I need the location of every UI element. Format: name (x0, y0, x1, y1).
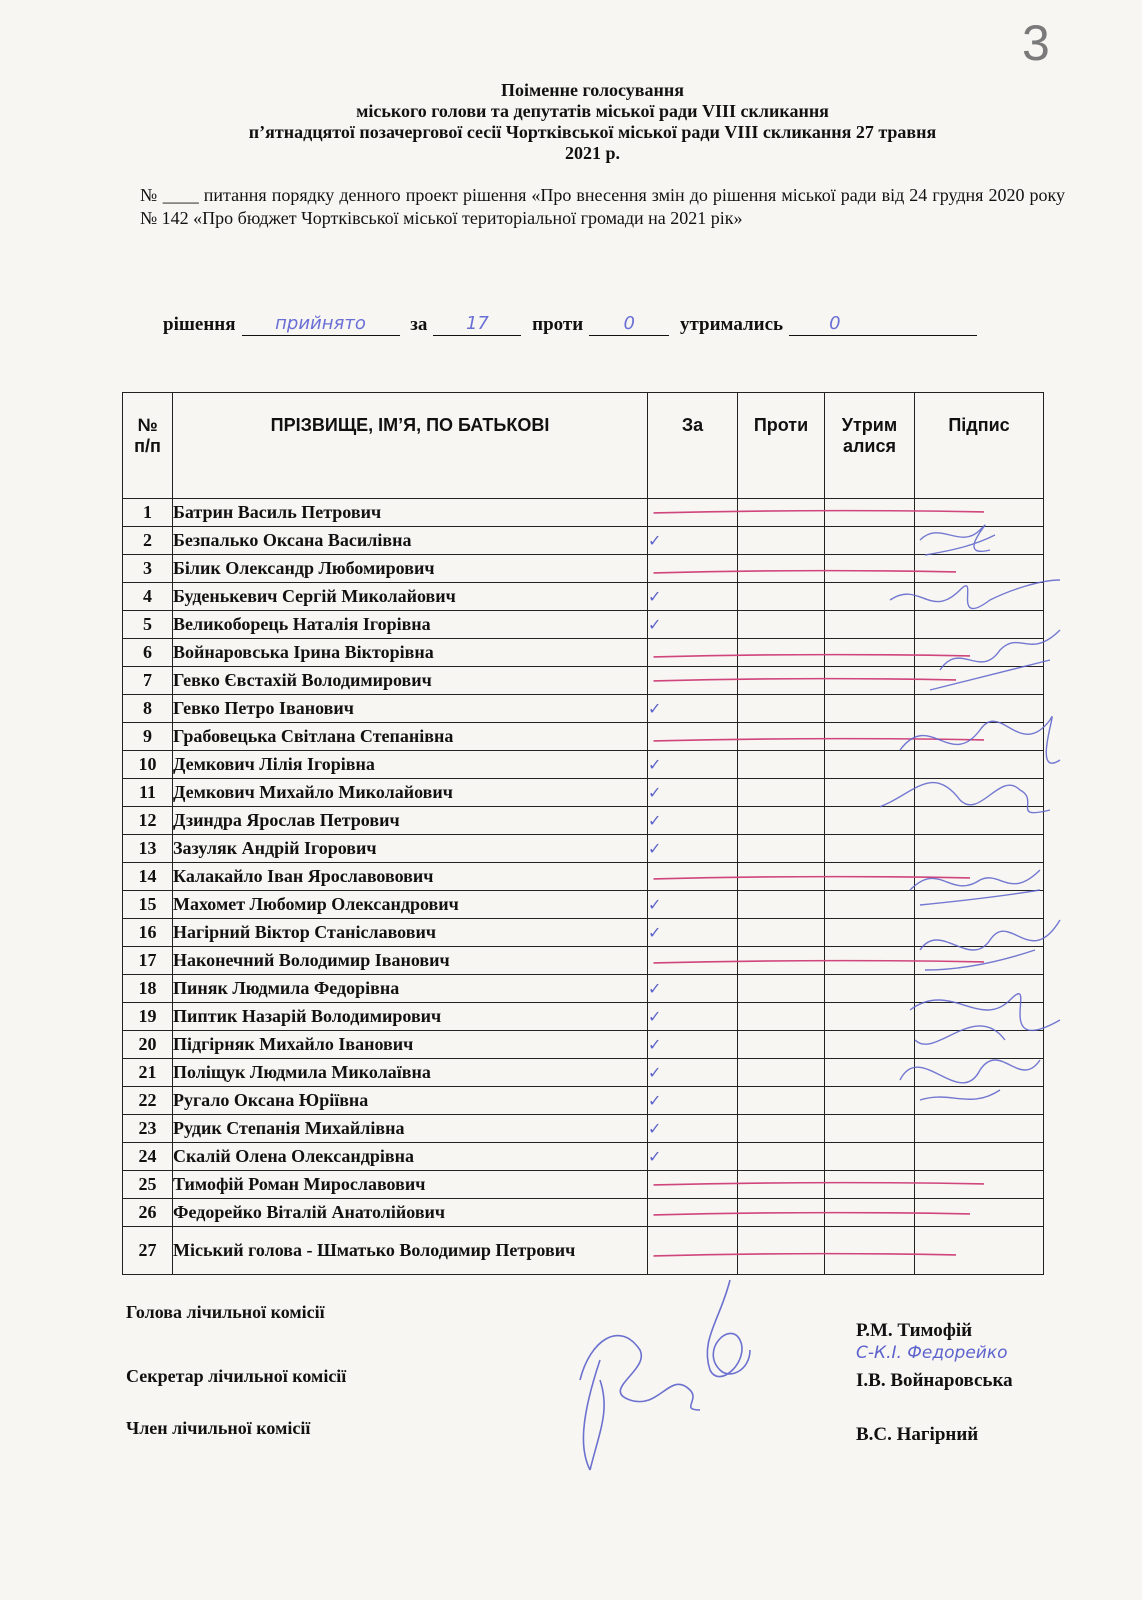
row-number: 24 (123, 1143, 173, 1171)
row-number: 20 (123, 1031, 173, 1059)
table-row (123, 1171, 1044, 1199)
vote-against-cell (738, 1171, 825, 1199)
vote-for-cell (648, 1227, 738, 1275)
table-row (123, 1087, 1044, 1115)
vote-abstained-cell (825, 779, 915, 807)
check-mark-icon: ✓ (648, 755, 662, 774)
header-line-3: п’ятнадцятої позачергової сесії Чортківської міської ради VIII скликання 27 травня (248, 122, 937, 142)
vote-abstained-cell (825, 527, 915, 555)
check-mark-icon: ✓ (648, 1147, 662, 1166)
for-field (433, 315, 521, 336)
signature-cell (915, 751, 1044, 779)
decision-field (242, 315, 400, 336)
table-row (123, 975, 1044, 1003)
vote-for-cell (648, 695, 738, 723)
table-row (123, 1143, 1044, 1171)
vote-for-cell (648, 667, 738, 695)
table-row (123, 555, 1044, 583)
signature-cell (915, 555, 1044, 583)
vote-for-cell (648, 1143, 738, 1171)
signature-cell (915, 863, 1044, 891)
header-abstained: Утрималися (825, 393, 915, 499)
deputy-name: Тимофій Роман Мирославович (173, 1171, 648, 1199)
deputy-name: Ругало Оксана Юріївна (173, 1087, 648, 1115)
decision-line (157, 314, 977, 336)
vote-for-cell (648, 1003, 738, 1031)
table-row (123, 583, 1044, 611)
vote-against-cell (738, 1143, 825, 1171)
vote-against-cell (738, 1115, 825, 1143)
deputy-name: Грабовецька Світлана Степанівна (173, 723, 648, 751)
deputy-name: Демкович Лілія Ігорівна (173, 751, 648, 779)
vote-abstained-cell (825, 611, 915, 639)
deputy-name: Наконечний Володимир Іванович (173, 947, 648, 975)
row-number: 18 (123, 975, 173, 1003)
deputy-name: Міський голова - Шматько Володимир Петрович (173, 1227, 648, 1275)
check-mark-icon: ✓ (648, 1007, 662, 1026)
table-row (123, 863, 1044, 891)
abstained-field (789, 315, 977, 336)
deputy-name: Великоборець Наталія Ігорівна (173, 611, 648, 639)
row-number: 27 (123, 1227, 173, 1275)
vote-against-cell (738, 863, 825, 891)
vote-against-cell (738, 611, 825, 639)
against-value: 0 (623, 313, 635, 334)
table-row (123, 639, 1044, 667)
signature-cell (915, 975, 1044, 1003)
table-row (123, 751, 1044, 779)
header-for: За (648, 393, 738, 499)
table-row (123, 499, 1044, 527)
document-header (120, 80, 1065, 164)
row-number: 7 (123, 667, 173, 695)
for-label: за (410, 314, 428, 335)
vote-abstained-cell (825, 891, 915, 919)
check-mark-icon: ✓ (648, 615, 662, 634)
row-number: 2 (123, 527, 173, 555)
signature-cell (915, 583, 1044, 611)
vote-against-cell (738, 723, 825, 751)
vote-against-cell (738, 695, 825, 723)
vote-for-cell (648, 639, 738, 667)
check-mark-icon: ✓ (648, 1091, 662, 1110)
deputy-name: Нагірний Віктор Станіславович (173, 919, 648, 947)
against-label: проти (532, 314, 584, 335)
vote-for-cell (648, 807, 738, 835)
vote-against-cell (738, 555, 825, 583)
signature-cell (915, 807, 1044, 835)
table-row (123, 891, 1044, 919)
row-number: 17 (123, 947, 173, 975)
abstained-label: утримались (679, 314, 784, 335)
vote-against-cell (738, 583, 825, 611)
vote-abstained-cell (825, 667, 915, 695)
vote-for-cell (648, 1087, 738, 1115)
signature-cell (915, 835, 1044, 863)
vote-against-cell (738, 667, 825, 695)
vote-abstained-cell (825, 499, 915, 527)
table-row (123, 1227, 1044, 1275)
vote-abstained-cell (825, 1087, 915, 1115)
secretary-handwritten-note: С-К.І. Федорейко (856, 1343, 1008, 1363)
vote-abstained-cell (825, 723, 915, 751)
table-row (123, 1199, 1044, 1227)
vote-abstained-cell (825, 1115, 915, 1143)
deputy-name: Батрин Василь Петрович (173, 499, 648, 527)
row-number: 11 (123, 779, 173, 807)
vote-for-cell (648, 919, 738, 947)
deputy-name: Федорейко Віталій Анатолійович (173, 1199, 648, 1227)
check-mark-icon: ✓ (648, 811, 662, 830)
row-number: 12 (123, 807, 173, 835)
signature-cell (915, 891, 1044, 919)
deputy-name: Буденькевич Сергій Миколайович (173, 583, 648, 611)
vote-for-cell (648, 1171, 738, 1199)
row-number: 10 (123, 751, 173, 779)
deputy-name: Гевко Петро Іванович (173, 695, 648, 723)
header-signature: Підпис (915, 393, 1044, 499)
check-mark-icon: ✓ (648, 979, 662, 998)
deputy-name: Махомет Любомир Олександрович (173, 891, 648, 919)
deputy-name: Пиптик Назарій Володимирович (173, 1003, 648, 1031)
check-mark-icon: ✓ (648, 923, 662, 942)
check-mark-icon: ✓ (648, 783, 662, 802)
page-number: 3 (1022, 15, 1050, 71)
vote-for-cell (648, 1115, 738, 1143)
vote-abstained-cell (825, 695, 915, 723)
signature-cell (915, 667, 1044, 695)
commission-secretary-label: Секретар лічильної комісії (126, 1366, 347, 1386)
vote-against-cell (738, 835, 825, 863)
vote-against-cell (738, 891, 825, 919)
table-header-row (123, 393, 1044, 499)
row-number: 26 (123, 1199, 173, 1227)
vote-abstained-cell (825, 919, 915, 947)
vote-for-cell (648, 1031, 738, 1059)
deputy-name: Войнаровська Ірина Вікторівна (173, 639, 648, 667)
header-num: № п/п (123, 393, 173, 499)
header-name: ПРІЗВИЩЕ, ІМ’Я, ПО БАТЬКОВІ (173, 393, 648, 499)
row-number: 15 (123, 891, 173, 919)
vote-abstained-cell (825, 947, 915, 975)
vote-abstained-cell (825, 863, 915, 891)
vote-against-cell (738, 751, 825, 779)
table-row (123, 1003, 1044, 1031)
deputy-name: Безпалько Оксана Василівна (173, 527, 648, 555)
vote-for-cell (648, 723, 738, 751)
vote-abstained-cell (825, 1143, 915, 1171)
vote-against-cell (738, 975, 825, 1003)
check-mark-icon: ✓ (648, 1063, 662, 1082)
vote-against-cell (738, 527, 825, 555)
header-line-4: 2021 р. (564, 143, 620, 163)
table-row (123, 779, 1044, 807)
signature-cell (915, 1199, 1044, 1227)
vote-abstained-cell (825, 1003, 915, 1031)
vote-for-cell (648, 583, 738, 611)
vote-abstained-cell (825, 639, 915, 667)
row-number: 5 (123, 611, 173, 639)
vote-abstained-cell (825, 751, 915, 779)
signature-cell (915, 1059, 1044, 1087)
vote-for-cell (648, 555, 738, 583)
signature-cell (915, 723, 1044, 751)
roll-call-table (122, 392, 1044, 1275)
vote-abstained-cell (825, 1199, 915, 1227)
table-row (123, 835, 1044, 863)
signature-cell (915, 779, 1044, 807)
vote-abstained-cell (825, 1227, 915, 1275)
vote-for-cell (648, 891, 738, 919)
deputy-name: Демкович Михайло Миколайович (173, 779, 648, 807)
table-row (123, 1115, 1044, 1143)
header-against: Проти (738, 393, 825, 499)
signature-cell (915, 1143, 1044, 1171)
commission-member-label: Член лічильної комісії (126, 1418, 311, 1438)
deputy-name: Білик Олександр Любомирович (173, 555, 648, 583)
signature-cell (915, 639, 1044, 667)
signature-cell (915, 1087, 1044, 1115)
vote-for-cell (648, 527, 738, 555)
row-number: 13 (123, 835, 173, 863)
vote-against-cell (738, 1003, 825, 1031)
signature-cell (915, 1227, 1044, 1275)
signature-cell (915, 499, 1044, 527)
check-mark-icon: ✓ (648, 895, 662, 914)
signature-cell (915, 527, 1044, 555)
row-number: 23 (123, 1115, 173, 1143)
row-number: 3 (123, 555, 173, 583)
row-number: 9 (123, 723, 173, 751)
vote-against-cell (738, 499, 825, 527)
header-line-1: Поіменне голосування (500, 80, 685, 100)
row-number: 4 (123, 583, 173, 611)
vote-against-cell (738, 1059, 825, 1087)
commission-chair-label: Голова лічильної комісії (126, 1302, 325, 1322)
deputy-name: Скалій Олена Олександрівна (173, 1143, 648, 1171)
table-row (123, 527, 1044, 555)
check-mark-icon: ✓ (648, 839, 662, 858)
signature-cell (915, 611, 1044, 639)
decision-value: прийнято (275, 313, 366, 334)
commission-chair-name: Р.М. Тимофій (856, 1320, 973, 1341)
abstained-value: 0 (829, 313, 841, 334)
check-mark-icon: ✓ (648, 699, 662, 718)
commission-secretary-name: І.В. Войнаровська (856, 1370, 1013, 1391)
check-mark-icon: ✓ (648, 587, 662, 606)
vote-for-cell (648, 1199, 738, 1227)
table-row (123, 667, 1044, 695)
row-number: 14 (123, 863, 173, 891)
vote-abstained-cell (825, 555, 915, 583)
vote-against-cell (738, 1087, 825, 1115)
deputy-name: Пиняк Людмила Федорівна (173, 975, 648, 1003)
vote-abstained-cell (825, 835, 915, 863)
signature-cell (915, 947, 1044, 975)
vote-against-cell (738, 807, 825, 835)
check-mark-icon: ✓ (648, 531, 662, 550)
row-number: 8 (123, 695, 173, 723)
vote-for-cell (648, 751, 738, 779)
signature-cell (915, 1115, 1044, 1143)
table-row (123, 1031, 1044, 1059)
vote-abstained-cell (825, 1059, 915, 1087)
table-row (123, 947, 1044, 975)
signature-cell (915, 695, 1044, 723)
for-value: 17 (465, 313, 489, 334)
vote-for-cell (648, 611, 738, 639)
signature-cell (915, 1171, 1044, 1199)
row-number: 1 (123, 499, 173, 527)
row-number: 6 (123, 639, 173, 667)
vote-against-cell (738, 1199, 825, 1227)
vote-abstained-cell (825, 583, 915, 611)
deputy-name: Дзиндра Ярослав Петрович (173, 807, 648, 835)
vote-abstained-cell (825, 975, 915, 1003)
deputy-name: Поліщук Людмила Миколаївна (173, 1059, 648, 1087)
deputy-name: Гевко Євстахій Володимирович (173, 667, 648, 695)
vote-against-cell (738, 947, 825, 975)
table-row (123, 611, 1044, 639)
row-number: 25 (123, 1171, 173, 1199)
vote-for-cell (648, 863, 738, 891)
vote-abstained-cell (825, 807, 915, 835)
signature-cell (915, 1003, 1044, 1031)
row-number: 19 (123, 1003, 173, 1031)
vote-for-cell (648, 499, 738, 527)
vote-against-cell (738, 639, 825, 667)
check-mark-icon: ✓ (648, 1119, 662, 1138)
signature-cell (915, 1031, 1044, 1059)
table-row (123, 695, 1044, 723)
vote-against-cell (738, 919, 825, 947)
commission-member-name: В.С. Нагірний (856, 1424, 979, 1445)
table-row (123, 807, 1044, 835)
deputy-name: Зазуляк Андрій Ігорович (173, 835, 648, 863)
row-number: 22 (123, 1087, 173, 1115)
vote-for-cell (648, 947, 738, 975)
vote-against-cell (738, 1227, 825, 1275)
deputy-name: Рудик Степанія Михайлівна (173, 1115, 648, 1143)
vote-abstained-cell (825, 1171, 915, 1199)
agenda-item-text: № ____ питання порядку денного проект рішення «Про внесення змін до рішення міської ради від 24 грудня 2020 року № 142 «Про бюджет Чортківської міської територіальної громади на 2021 рік» (140, 185, 1065, 228)
check-mark-icon: ✓ (648, 1035, 662, 1054)
vote-against-cell (738, 1031, 825, 1059)
signature-cell (915, 919, 1044, 947)
row-number: 16 (123, 919, 173, 947)
table-row (123, 919, 1044, 947)
deputy-name: Калакайло Іван Ярославовович (173, 863, 648, 891)
vote-for-cell (648, 1059, 738, 1087)
vote-against-cell (738, 779, 825, 807)
row-number: 21 (123, 1059, 173, 1087)
vote-for-cell (648, 835, 738, 863)
against-field (589, 315, 669, 336)
header-line-2: міського голови та депутатів міської ради VIII скликання (356, 101, 829, 121)
vote-for-cell (648, 975, 738, 1003)
vote-abstained-cell (825, 1031, 915, 1059)
table-row (123, 1059, 1044, 1087)
vote-for-cell (648, 779, 738, 807)
decision-label: рішення (163, 314, 236, 335)
commission-signatures (560, 1270, 780, 1480)
table-row (123, 723, 1044, 751)
deputy-name: Підгірняк Михайло Іванович (173, 1031, 648, 1059)
